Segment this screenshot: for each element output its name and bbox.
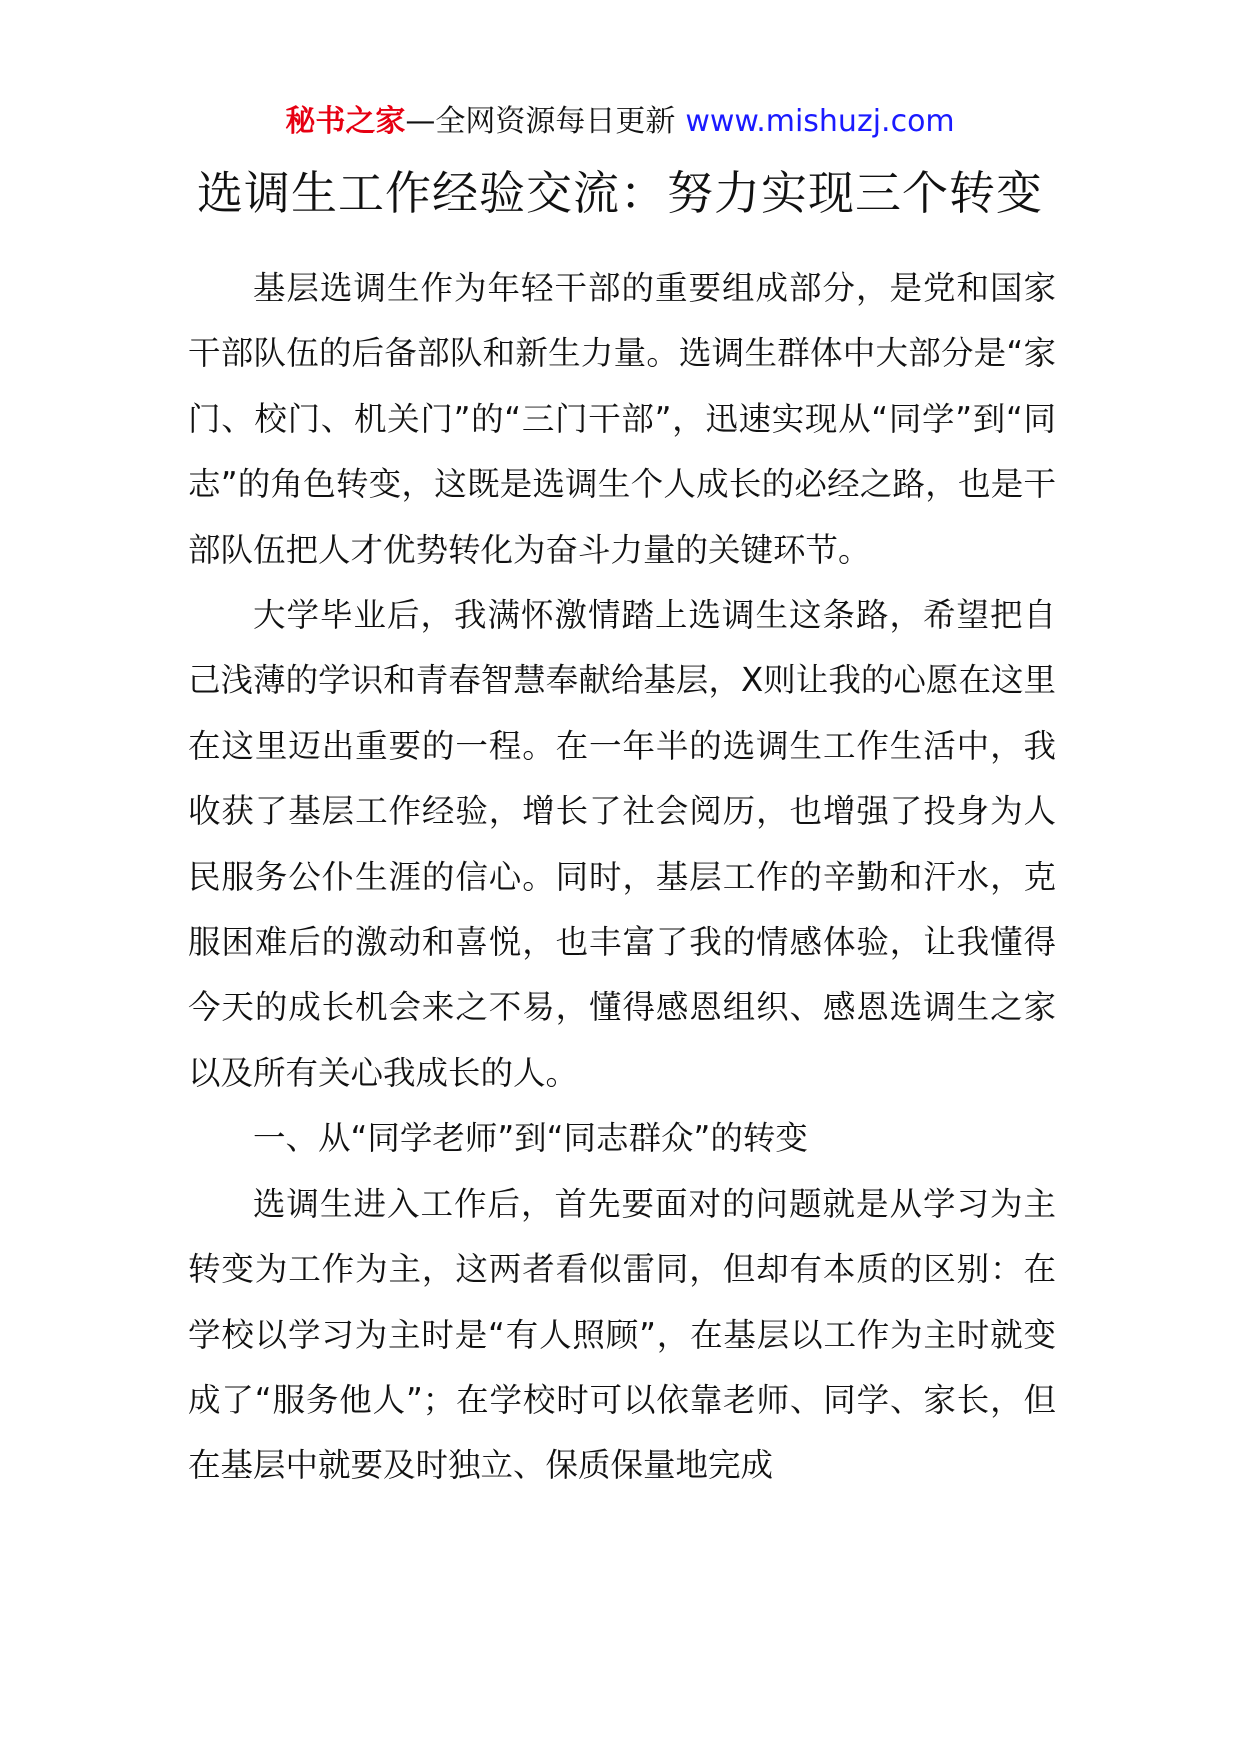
experience-paragraph: 大学毕业后，我满怀激情踏上选调生这条路，希望把自己浅薄的学识和青春智慧奉献给基层，X则让我的心愿在这里在这里迈出重要的一程。在一年半的选调生工作生活中，我收获了基层工作经验，增长了社会阅历，也增强了投身为人民服务公仆生涯的信心。同时，基层工作的辛勤和汗水，克服困难后的激动和喜悦，也丰富了我的情感体验，让我懂得今天的成长机会来之不易，懂得感恩组织、感恩选调生之家以及所有关心我成长的人。 — [188, 596, 1056, 1092]
header-tagline: —全网资源每日更新 — [405, 104, 676, 139]
section-1-paragraph: 选调生进入工作后，首先要面对的问题就是从学习为主转变为工作为主，这两者看似雷同，但却有本质的区别：在学校以学习为主时是“有人照顾”，在基层以工作为主时就变成了“服务他人”；在学校时可以依靠老师、同学、家长，但在基层中就要及时独立、保质保量地完成 — [188, 1184, 1056, 1485]
site-header-banner — [0, 100, 1240, 144]
document-body — [188, 256, 1056, 1499]
brand-name: 秘书之家 — [285, 104, 406, 139]
intro-paragraph: 基层选调生作为年轻干部的重要组成部分，是党和国家干部队伍的后备部队和新生力量。选调生群体中大部分是“家门、校门、机关门”的“三门干部”，迅速实现从“同学”到“同志”的角色转变，这既是选调生个人成长的必经之路，也是干部队伍把人才优势转化为奋斗力量的关键环节。 — [188, 269, 1056, 569]
site-url-link[interactable]: www.mishuzj.com — [685, 104, 955, 139]
section-heading-1: 一、从“同学老师”到“同志群众”的转变 — [253, 1119, 808, 1158]
document-title: 选调生工作经验交流：努力实现三个转变 — [197, 166, 1043, 220]
